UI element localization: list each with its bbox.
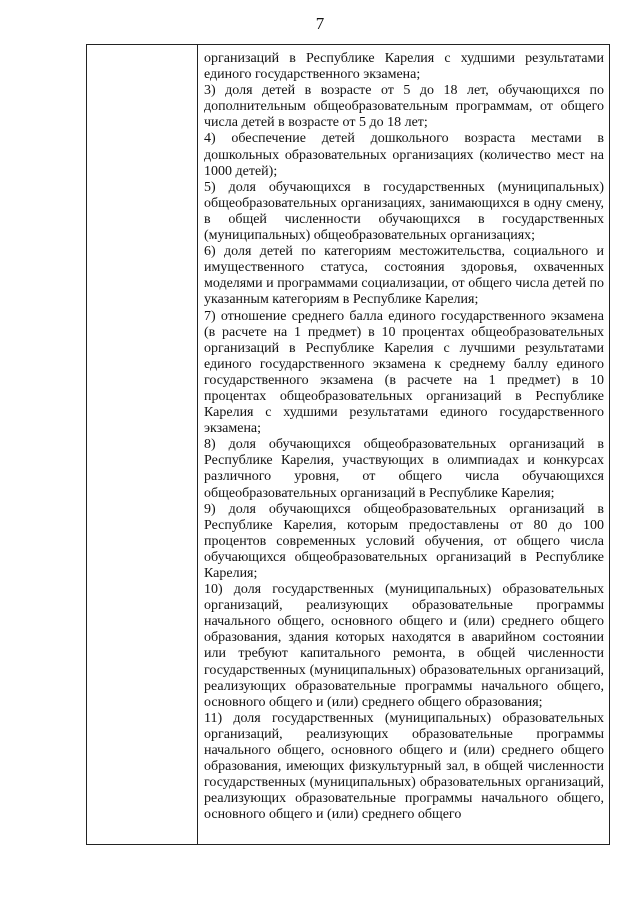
text-paragraph: 5) доля обучающихся в государственных (муниципальных) общеобразовательных организациях, занимающихся в одну смену, в общей численности обучающихся в государственных (муниципальных) общеобразовательных организациях; — [204, 179, 604, 244]
table-left-cell — [87, 45, 198, 844]
table-right-cell — [204, 51, 604, 824]
text-paragraph: 10) доля государственных (муниципальных) образовательных организаций, реализующих образовательные программы начального общего, основного общего и (или) среднего общего образования, здания которых находятся в аварийном состоянии или требуют капитального ремонта, в общей численности государственных (муниципальных) образовательных организаций, реализующих образовательные программы начального общего, основного общего и (или) среднего общего образования; — [204, 582, 604, 710]
text-paragraph: 9) доля обучающихся общеобразовательных организаций в Республике Карелия, которым предоставлены от 80 до 100 процентов современных условий обучения, от общего числа обучающихся общеобразовательных организаций в Республике Карелия; — [204, 501, 604, 581]
document-table — [86, 44, 610, 845]
text-paragraph: 4) обеспечение детей дошкольного возраста местами в дошкольных образовательных организациях (количество мест на 1000 детей); — [204, 131, 604, 179]
page-number: 7 — [315, 14, 325, 33]
text-paragraph: 6) доля детей по категориям местожительства, социального и имущественного статуса, состояния здоровья, охваченных моделями и программами социализации, от общего числа детей по указанным категориям в Республике Карелия; — [204, 244, 604, 308]
text-paragraph: 7) отношение среднего балла единого государственного экзамена (в расчете на 1 предмет) в 10 процентах общеобразовательных организаций в Республике Карелия с лучшими результатами единого государственного экзамена к среднему баллу единого государственного экзамена (в расчете на 1 предмет) в 10 процентах общеобразовательных организаций в Республике Карелия с худшими результатами единого государственного экзамена; — [204, 308, 604, 437]
text-paragraph: 3) доля детей в возрасте от 5 до 18 лет, обучающихся по дополнительным общеобразовательным программам, от общего числа детей в возрасте от 5 до 18 лет; — [204, 83, 604, 131]
text-paragraph: 11) доля государственных (муниципальных) образовательных организаций, реализующих образовательные программы начального общего, основного общего и (или) среднего общего образования, имеющих физкультурный зал, в общей численности государственных (муниципальных) образовательных организаций, реализующих образовательные программы начального общего, основного общего и (или) среднего общего — [204, 710, 604, 823]
text-paragraph: 8) доля обучающихся общеобразовательных организаций в Республике Карелия, участвующих в олимпиадах и конкурсах различного уровня, от общего числа обучающихся общеобразовательных организаций в Республике Карелия; — [204, 437, 604, 501]
text-paragraph: организаций в Республике Карелия с худшими результатами единого государственного экзамена; — [204, 51, 604, 83]
